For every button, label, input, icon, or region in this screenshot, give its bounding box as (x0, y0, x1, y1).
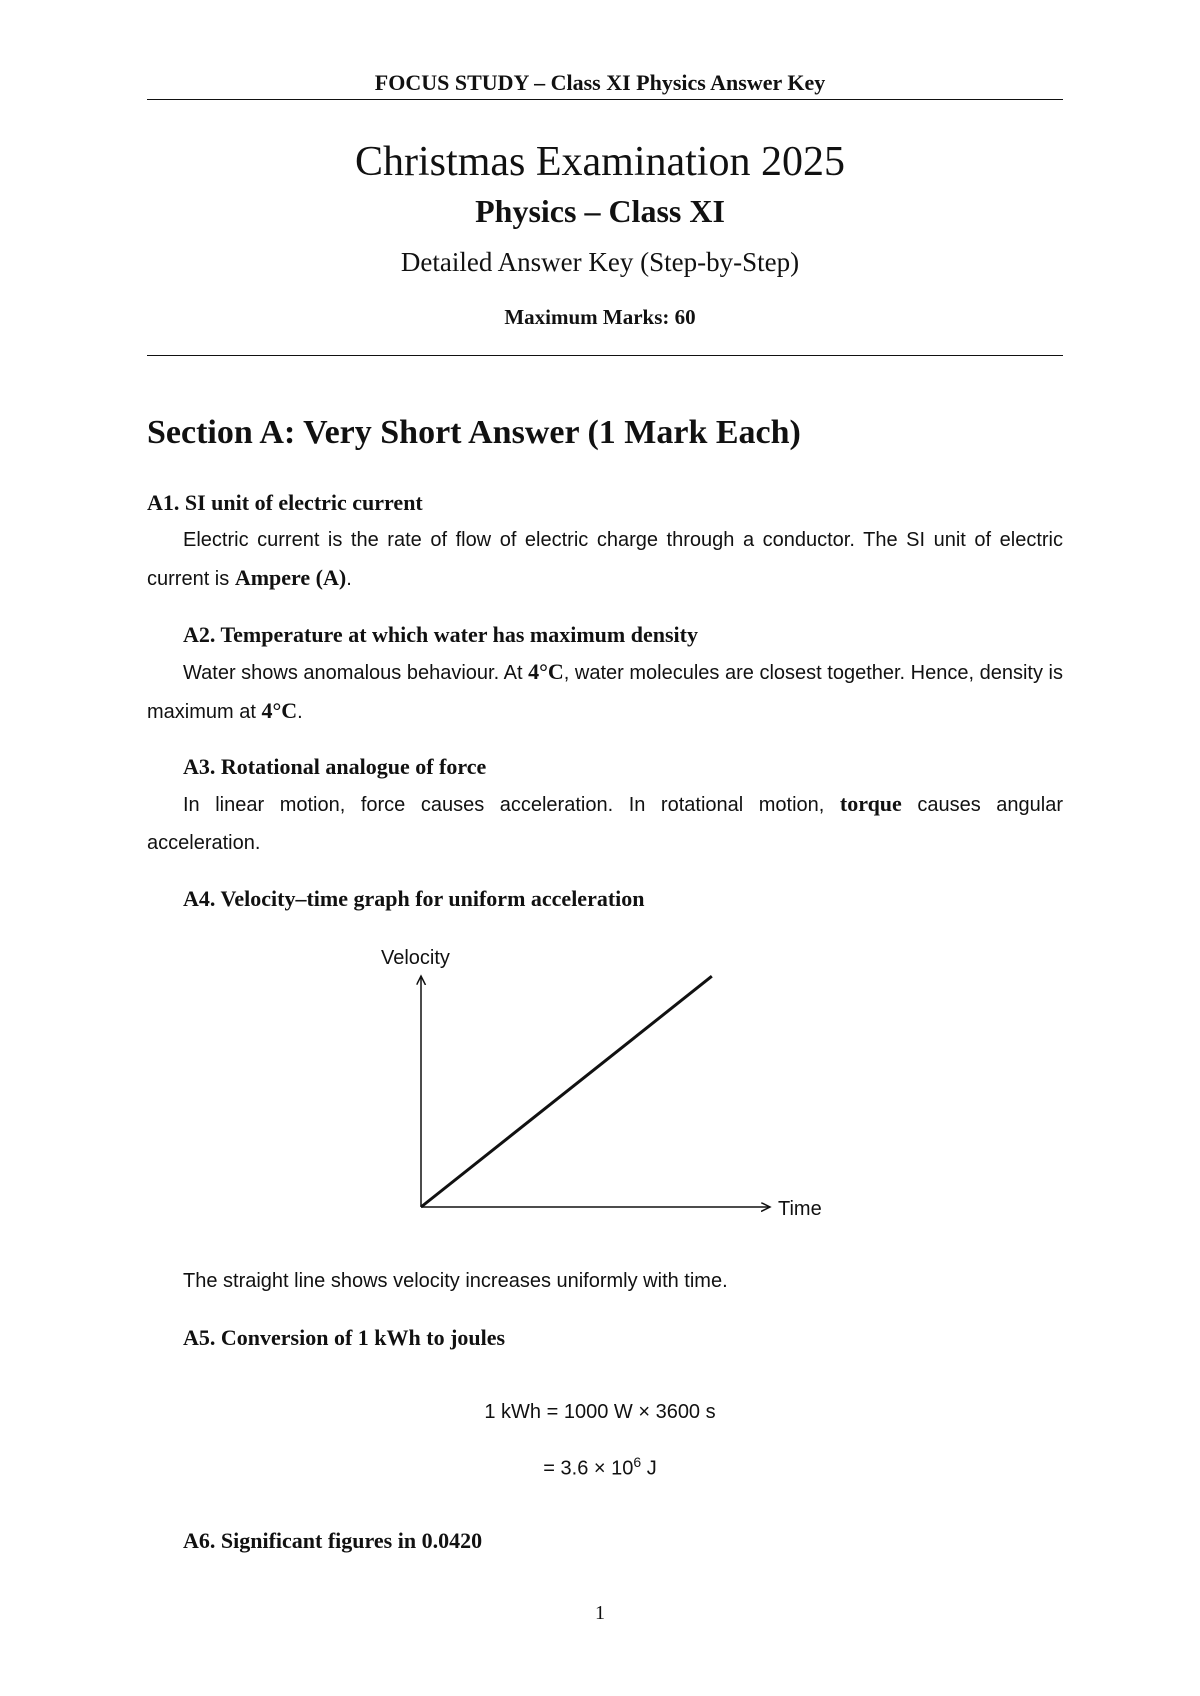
question-a6-heading: A6. Significant figures in 0.0420 (183, 1528, 483, 1553)
answer-a3-text-part2: causes angular acceleration. (147, 794, 1063, 854)
question-a3-heading: A3. Rotational analogue of force (183, 754, 487, 779)
answer-a2-text-part3: . (297, 701, 303, 723)
equation-exponent: 6 (633, 1454, 642, 1470)
running-header: FOCUS STUDY – Class XI Physics Answer Key (374, 70, 826, 95)
answer-a3-bold: torque (839, 791, 902, 816)
answer-a2-bold1: 4°C (528, 659, 564, 684)
subject-title: Physics – Class XI (475, 193, 725, 229)
answer-a1-bold: Ampere (A) (234, 565, 347, 590)
answer-a4-caption (147, 1262, 1063, 1300)
section-a-title: Section A: Very Short Answer (1 Mark Each) (147, 414, 801, 451)
equation-line-2-prefix: = 3.6 × 10 (543, 1457, 634, 1480)
answer-a3-text-part1: In linear motion, force causes acceleration. In rotational motion, (183, 794, 840, 816)
answer-a4-caption-text: The straight line shows velocity increases uniformly with time. (183, 1270, 728, 1292)
y-axis-label: Velocity (381, 947, 450, 969)
question-a4-heading: A4. Velocity–time graph for uniform acceleration (183, 886, 645, 911)
equation-line-2-unit: J (641, 1457, 657, 1480)
answer-a1-text-part: Electric current is the rate of flow of electric charge through a conductor. The SI unit of electric current is (147, 529, 1063, 590)
answer-a2-text-part2: , water molecules are closest together. Hence, density is maximum at (147, 662, 1064, 723)
velocity-line (421, 976, 712, 1207)
max-marks: Maximum Marks: 60 (504, 305, 696, 329)
answer-a2-bold2: 4°C (261, 698, 298, 723)
equation-line-1: 1 kWh = 1000 W × 3600 s (484, 1401, 716, 1423)
equation-line-2 (0, 1454, 1200, 1481)
exam-title: Christmas Examination 2025 (355, 139, 845, 185)
x-axis-label: Time (778, 1198, 822, 1220)
answer-key-subtitle: Detailed Answer Key (Step-by-Step) (400, 247, 800, 277)
question-a2-heading: A2. Temperature at which water has maximum density (183, 622, 698, 647)
answer-a2-text-part1: Water shows anomalous behaviour. At (183, 662, 529, 684)
question-a1-heading: A1. SI unit of electric current (147, 490, 423, 515)
answer-a1-text-end: . (346, 568, 352, 590)
page-number: 1 (595, 1602, 605, 1624)
question-a5-heading: A5. Conversion of 1 kWh to joules (183, 1325, 506, 1350)
